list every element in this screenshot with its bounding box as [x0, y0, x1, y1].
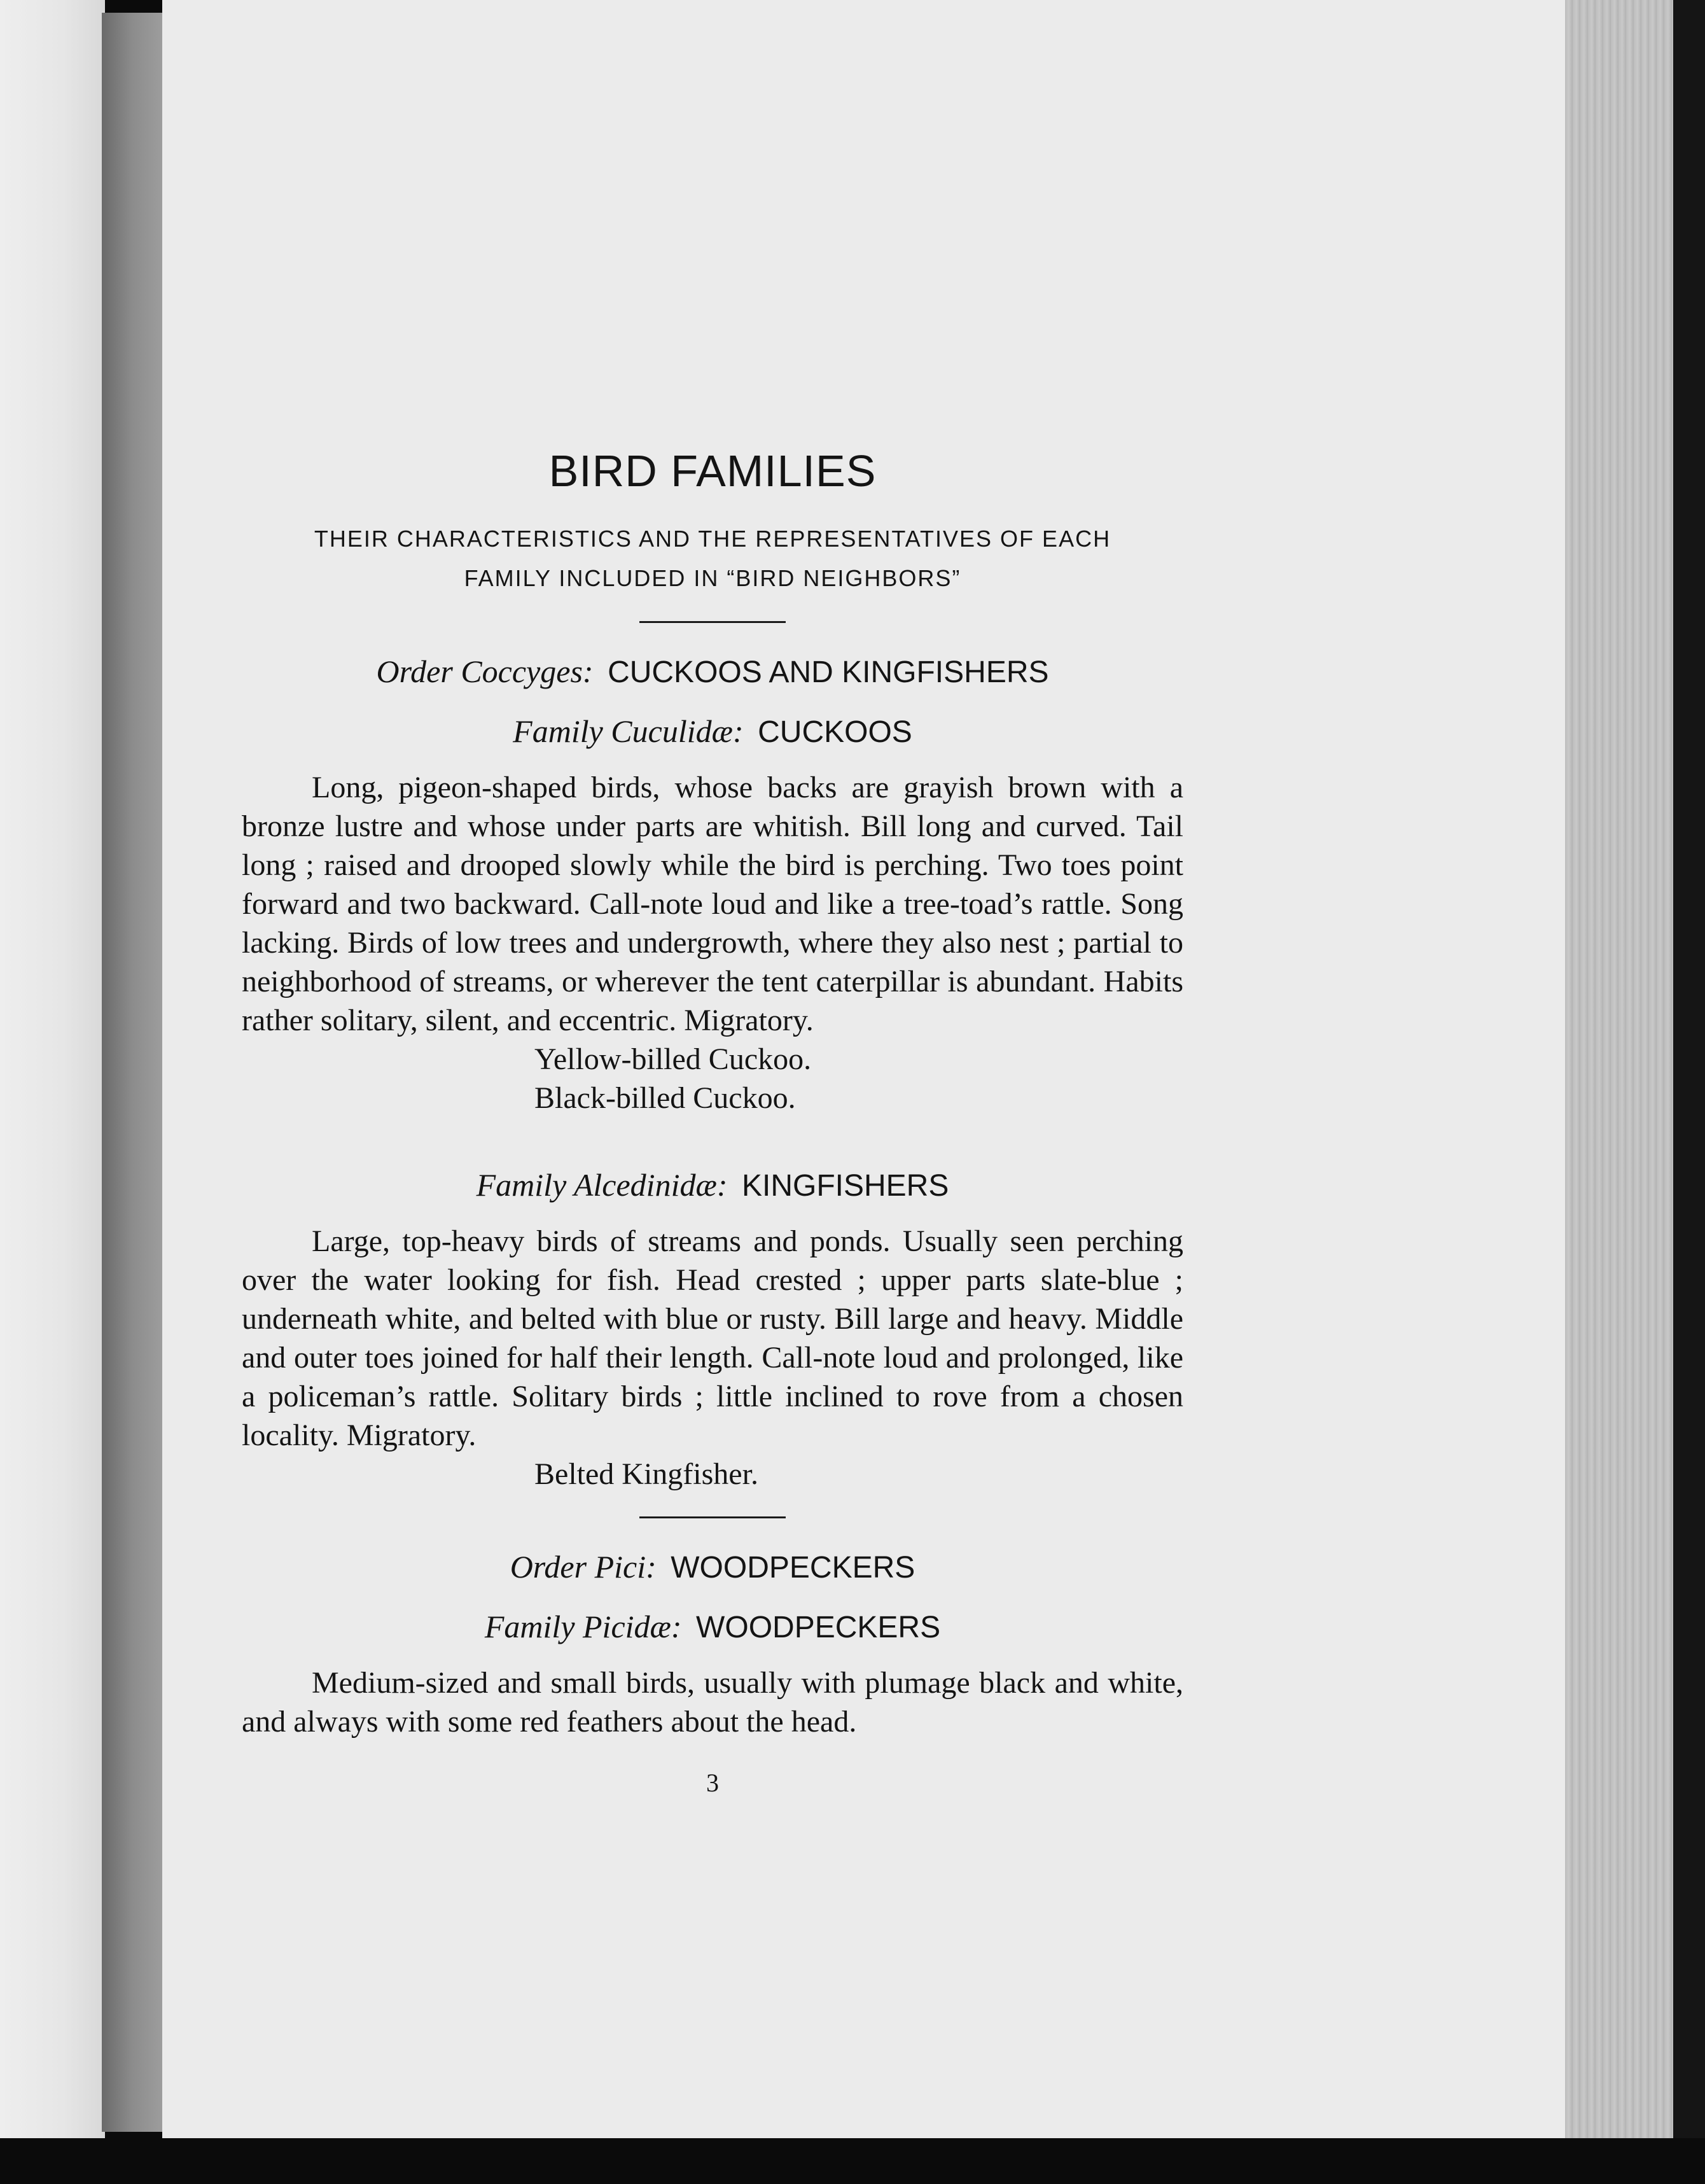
scan-bottom-border — [0, 2138, 1705, 2184]
order-pici-heading — [242, 1544, 1183, 1591]
page-subtitle — [242, 519, 1183, 598]
divider-rule — [639, 621, 786, 623]
page-content — [242, 445, 1183, 1798]
order-label: Order Coccyges: — [376, 654, 594, 689]
family-name: CUCKOOS — [758, 715, 912, 749]
page-edges — [1565, 0, 1676, 2145]
subtitle-line-1: THEIR CHARACTERISTICS AND THE REPRESENTATIVES OF EACH — [314, 526, 1111, 552]
family-label: Family Picidæ: — [484, 1609, 682, 1644]
cuculidae-description: Long, pigeon-shaped birds, whose backs are grayish brown with a bronze lustre and whose under parts are whitish. Bill long and curved. Tail long ; raised and drooped slowly while the bird is perching. Two toes point forward and two backward. Call-note loud and like a tree-toad’s rattle. Song lacking. Birds of low trees and undergrowth, where they also nest ; partial to neighborhood of streams, or wherever the tent caterpillar is abundant. Habits rather solitary, silent, and eccentric. Migratory. — [242, 771, 1183, 1037]
subtitle-line-2: FAMILY INCLUDED IN “BIRD NEIGHBORS” — [464, 565, 961, 591]
page-number: 3 — [706, 1768, 719, 1797]
order-name: WOODPECKERS — [671, 1551, 915, 1585]
family-alcedinidae-heading — [242, 1162, 1183, 1209]
family-picidae-heading — [242, 1604, 1183, 1651]
picidae-description: Medium-sized and small birds, usually with plumage black and white, and always with some red feathers about the head. — [242, 1666, 1183, 1739]
family-name: WOODPECKERS — [696, 1611, 941, 1644]
species-entry: Black-billed Cuckoo. — [534, 1081, 796, 1115]
divider-rule — [639, 1516, 786, 1518]
family-label: Family Alcedinidæ: — [476, 1167, 728, 1203]
order-coccyges-heading — [242, 648, 1183, 696]
order-label: Order Pici: — [510, 1549, 657, 1585]
page-title: BIRD FAMILIES — [548, 446, 877, 496]
family-label: Family Cuculidæ: — [513, 713, 744, 749]
family-cuculidae-heading — [242, 708, 1183, 755]
scan-left-margin — [0, 0, 105, 2184]
species-entry: Belted Kingfisher. — [534, 1457, 758, 1491]
alcedinidae-description: Large, top-heavy birds of streams and ponds. Usually seen perching over the water looking for fish. Head crested ; upper parts slate-blue ; underneath white, and belted with blue or rusty. Bill large and heavy. Middle and outer toes joined for half their length. Call-note loud and prolonged, like a policeman’s rattle. Solitary birds ; little inclined to rove from a chosen locality. Migratory. — [242, 1224, 1183, 1452]
species-entry: Yellow-billed Cuckoo. — [534, 1042, 812, 1076]
order-name: CUCKOOS AND KINGFISHERS — [608, 655, 1049, 689]
family-name: KINGFISHERS — [741, 1169, 949, 1203]
scan-right-border — [1673, 0, 1705, 2184]
